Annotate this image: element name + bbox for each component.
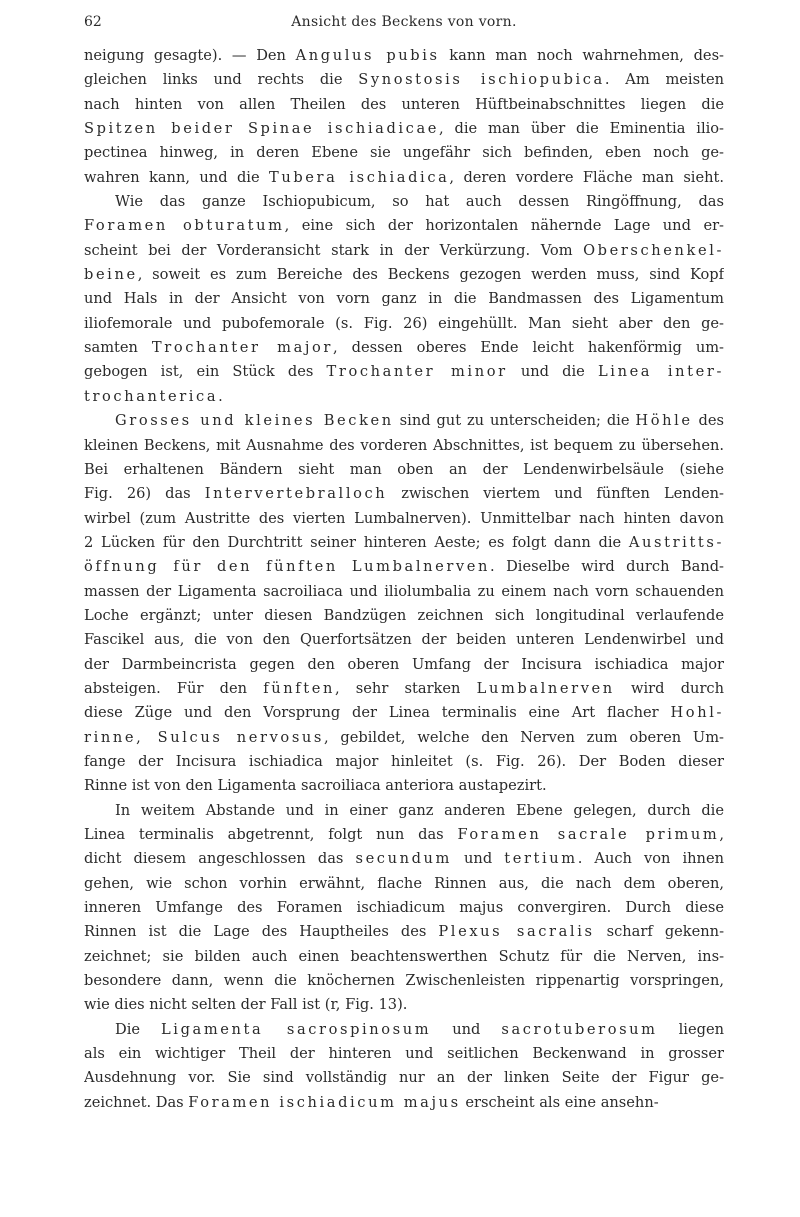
spaced-term: Trochanter major	[151, 339, 333, 357]
text-line	[84, 1042, 724, 1066]
spaced-term: Oberschenkel-	[583, 241, 724, 259]
spaced-term: Grosses und kleines Becken	[115, 412, 394, 430]
spaced-term: Foramen sacrale primum	[457, 826, 720, 843]
text-run: absteigen. Für den	[84, 679, 264, 697]
spaced-term: Hohl-	[670, 704, 724, 722]
page-header	[84, 10, 724, 34]
text-line	[84, 993, 724, 1017]
text-run: und die	[507, 363, 599, 381]
text-line	[84, 555, 724, 579]
text-run: wie dies nicht selten der Fall ist (r, Fig. 13).	[84, 996, 408, 1014]
text-run: . Auch von ihnen	[577, 850, 724, 868]
text-run: massen der Ligamenta sacroiliaca und iliolumbalia zu einem nach vorn schauenden	[84, 582, 724, 600]
text-run: sind gut zu unterscheiden; die	[393, 412, 636, 430]
text-line	[84, 945, 724, 969]
text-line	[84, 93, 724, 117]
text-run: , gebildet, welche den Nerven zum oberen Um-	[324, 728, 724, 746]
spaced-term: Foramen ischiadicum majus	[188, 1093, 461, 1111]
spaced-term: Linea inter-	[598, 363, 724, 381]
text-run: inneren Umfange des Foramen ischiadicum majus convergiren. Durch diese	[84, 899, 724, 917]
text-line	[84, 239, 724, 263]
text-run: zeichnet. Das	[84, 1093, 189, 1111]
text-line	[84, 263, 724, 287]
text-line	[84, 166, 724, 190]
text-line	[84, 385, 724, 409]
text-run: Bei erhaltenen Bändern sieht man oben an der Lendenwirbelsäule (siehe	[84, 460, 724, 478]
text-run: , die man über die Eminentia ilio-	[438, 120, 724, 138]
spaced-term: rinne, Sulcus nervosus	[84, 728, 325, 746]
text-run: Die	[115, 1020, 162, 1038]
text-line	[84, 677, 724, 701]
text-line	[84, 1091, 724, 1115]
text-line	[84, 312, 724, 336]
spaced-term: fünften	[263, 679, 335, 697]
text-line	[84, 799, 724, 823]
text-run: dicht diesem angeschlossen das	[84, 850, 356, 868]
spaced-term: Spitzen beider Spinae ischiadicae	[84, 120, 439, 138]
text-run: Fig. 26) das	[84, 485, 205, 503]
text-line	[84, 214, 724, 238]
text-run: 2 Lücken für den Durchtritt seiner hinteren Aeste; es folgt dann die	[84, 533, 629, 551]
text-line	[84, 44, 724, 68]
text-run: wirbel (zum Austritte des vierten Lumbalnerven). Unmittelbar nach hinten davon	[84, 509, 724, 527]
text-run: diese Züge und den Vorsprung der Linea terminalis eine Art flacher	[84, 704, 671, 722]
text-run: Wie das ganze Ischiopubicum, so hat auch dessen Ringöffnung, das	[115, 193, 724, 211]
text-line	[84, 847, 724, 871]
spaced-term: Lumbalnerven	[476, 679, 615, 697]
running-title: Ansicht des Beckens von vorn.	[291, 14, 517, 30]
text-line	[84, 920, 724, 944]
text-run: besondere dann, wenn die knöchernen Zwischenleisten rippenartig vorspringen,	[84, 972, 724, 990]
spaced-term: secundum	[355, 850, 452, 868]
text-line	[84, 750, 724, 774]
text-line	[84, 360, 724, 384]
text-run: In weitem Abstande und in einer ganz anderen Ebene gelegen, durch die	[115, 801, 724, 819]
spaced-term: Höhle	[635, 412, 693, 430]
text-run: wird durch	[614, 679, 724, 697]
text-run: ,	[719, 826, 724, 843]
spaced-term: Angulus pubis	[295, 47, 440, 64]
spaced-term: sacrotuberosum	[501, 1020, 658, 1038]
text-run: Linea terminalis abgetrennt, folgt nun das	[84, 826, 458, 843]
text-run: , dessen oberes Ende leicht hakenförmig um-	[332, 339, 724, 357]
spaced-term: Intervertebralloch	[204, 485, 388, 503]
text-run: liegen	[657, 1020, 724, 1038]
text-line	[84, 531, 724, 555]
text-line	[84, 604, 724, 628]
text-run: scheint bei der Vorderansicht stark in der Verkürzung. Vom	[84, 241, 584, 259]
spaced-term: Synostosis ischiopubica	[358, 71, 605, 89]
text-line	[84, 774, 724, 798]
text-run: nach hinten von allen Theilen des unteren Hüftbeinabschnittes liegen die	[84, 95, 724, 113]
spaced-term: Foramen obturatum	[84, 217, 285, 235]
text-run: .	[218, 387, 223, 405]
text-run: als ein wichtiger Theil der hinteren und seitlichen Beckenwand in grosser	[84, 1045, 724, 1063]
text-line	[84, 287, 724, 311]
text-line	[84, 141, 724, 165]
text-run: zwischen viertem und fünften Lenden-	[387, 485, 724, 503]
text-run: Fascikel aus, die von den Querfortsätzen der beiden unteren Lendenwirbel und	[84, 631, 724, 649]
text-run: Rinnen ist die Lage des Hauptheiles des	[84, 923, 439, 941]
text-run: zeichnet; sie bilden auch einen beachtenswerthen Schutz für die Nerven, ins-	[84, 947, 724, 965]
text-line	[84, 628, 724, 652]
spaced-term: Tubera ischiadica	[269, 168, 450, 186]
text-run: pectinea hinweg, in deren Ebene sie ungefähr sich befinden, eben noch ge-	[84, 144, 724, 162]
text-line	[84, 68, 724, 92]
text-run: und	[431, 1020, 502, 1038]
text-run: der Darmbeincrista gegen den oberen Umfang der Incisura ischiadica major	[84, 655, 724, 673]
text-line	[84, 434, 724, 458]
text-line	[84, 507, 724, 531]
text-line	[84, 190, 724, 214]
text-run: und	[451, 850, 505, 868]
text-run: iliofemorale und pubofemorale (s. Fig. 26) eingehüllt. Man sieht aber den ge-	[84, 314, 724, 332]
text-run: wahren kann, und die	[84, 168, 270, 186]
text-line	[84, 409, 724, 433]
text-run: gehen, wie schon vorhin erwähnt, flache Rinnen aus, die nach dem oberen,	[84, 874, 724, 892]
text-line	[84, 336, 724, 360]
text-run: . Am meisten	[604, 71, 724, 89]
spaced-term: öffnung für den fünften Lumbalnerven	[84, 558, 491, 576]
text-run: , soweit es zum Bereiche des Beckens gezogen werden muss, sind Kopf	[137, 266, 724, 284]
spaced-term: trochanterica	[84, 387, 219, 405]
text-run: neigung gesagte). — Den	[84, 47, 296, 64]
text-run: gleichen links und rechts die	[84, 71, 359, 89]
text-run: erscheint als eine ansehn-	[460, 1093, 659, 1111]
text-line	[84, 896, 724, 920]
text-line	[84, 580, 724, 604]
body-text	[84, 44, 724, 1115]
text-run: des	[692, 412, 724, 430]
text-run: kann man noch wahrnehmen, des-	[439, 47, 724, 64]
text-line	[84, 872, 724, 896]
text-line	[84, 701, 724, 725]
spaced-term: Ligamenta sacrospinosum	[161, 1020, 432, 1038]
text-run: Ausdehnung vor. Sie sind vollständig nur an der linken Seite der Figur ge-	[84, 1069, 724, 1087]
spaced-term: Austritts-	[628, 533, 724, 551]
text-run: , sehr starken	[334, 679, 477, 697]
text-run: . Dieselbe wird durch Band-	[490, 558, 724, 576]
text-line	[84, 823, 724, 847]
text-run: kleinen Beckens, mit Ausnahme des vorderen Abschnittes, ist bequem zu übersehen.	[84, 436, 724, 454]
page-number: 62	[84, 14, 102, 30]
spaced-term: tertium	[504, 850, 578, 868]
text-line	[84, 726, 724, 750]
text-run: gebogen ist, ein Stück des	[84, 363, 327, 381]
spaced-term: Trochanter minor	[326, 363, 508, 381]
text-line	[84, 969, 724, 993]
text-line	[84, 117, 724, 141]
text-run: samten	[84, 339, 152, 357]
spaced-term: beine	[84, 266, 138, 284]
spaced-term: Plexus sacralis	[438, 923, 595, 941]
text-run: scharf gekenn-	[594, 923, 724, 941]
text-run: fange der Incisura ischiadica major hinleitet (s. Fig. 26). Der Boden dieser	[84, 752, 724, 770]
text-line	[84, 458, 724, 482]
text-run: und Hals in der Ansicht von vorn ganz in die Bandmassen des Ligamentum	[84, 290, 724, 308]
text-line	[84, 1066, 724, 1090]
text-run: Rinne ist von den Ligamenta sacroiliaca anteriora austapezirt.	[84, 777, 547, 795]
text-run: , eine sich der horizontalen nähernde Lage und er-	[284, 217, 724, 235]
text-line	[84, 653, 724, 677]
text-run: Loche ergänzt; unter diesen Bandzügen zeichnen sich longitudinal verlaufende	[84, 606, 724, 624]
text-line	[84, 1018, 724, 1042]
text-run: , deren vordere Fläche man sieht.	[449, 168, 724, 186]
text-line	[84, 482, 724, 506]
